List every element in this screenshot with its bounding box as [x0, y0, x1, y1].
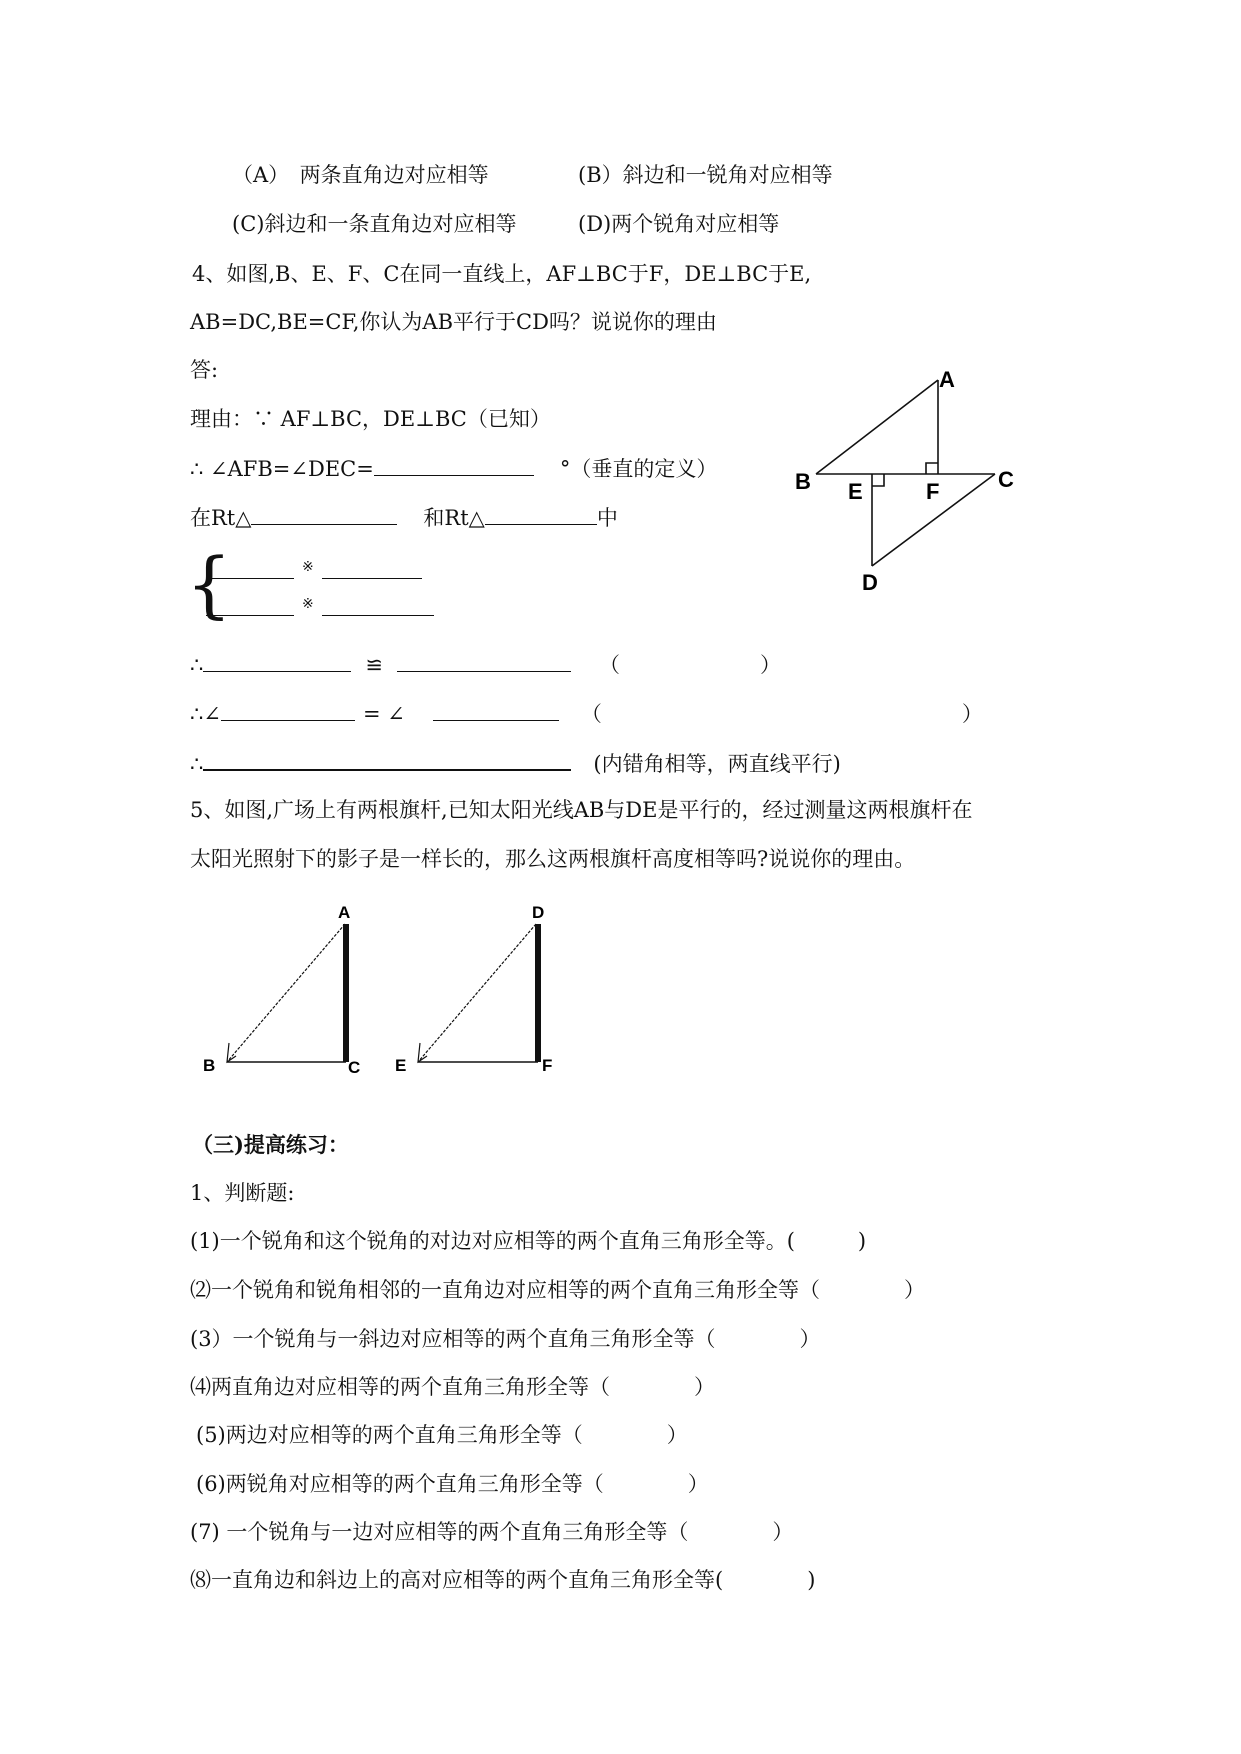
step2-prefix: 在Rt△ [190, 506, 252, 530]
step2-mid: 和Rt△ [423, 506, 485, 530]
option-b: (B）斜边和一锐角对应相等 [578, 163, 833, 187]
q5-line1: 5、如图,广场上有两根旗杆,已知太阳光线AB与DE是平行的，经过测量这两根旗杆在 [190, 798, 973, 822]
option-c: (C)斜边和一条直角边对应相等 [232, 212, 517, 236]
sunray-de [418, 924, 536, 1062]
label-f2: F [542, 1056, 553, 1075]
step4-paren-open: （ [580, 702, 602, 726]
sunray-ab [227, 924, 345, 1062]
judge-item-6: (6)两锐角对应相等的两个直角三角形全等（ ） [196, 1472, 709, 1496]
step5-reason: (内错角相等，两直线平行) [593, 752, 841, 776]
label-c: C [998, 467, 1014, 492]
step4-paren-close: ） [961, 702, 983, 726]
step1-prefix: ∴ ∠AFB=∠DEC= [190, 457, 374, 481]
label-c2: C [348, 1058, 361, 1077]
label-e2: E [395, 1056, 407, 1075]
judge-item-4: ⑷两直角边对应相等的两个直角三角形全等（ ） [190, 1375, 715, 1399]
answer-label: 答: [190, 358, 219, 382]
label-d2: D [532, 903, 545, 922]
judge-item-5: (5)两边对应相等的两个直角三角形全等（ ） [196, 1423, 688, 1447]
label-a2: A [338, 903, 351, 922]
cong-symbol: ≌ [365, 653, 383, 677]
q5-line2: 太阳光照射下的影子是一样长的，那么这两根旗杆高度相等吗?说说你的理由。 [190, 847, 916, 871]
option-a: （A） 两条直角边对应相等 [232, 163, 489, 187]
reason-line: 理由：∵ AF⊥BC，DE⊥BC（已知） [190, 407, 551, 431]
step1-suffix: °（垂直的定义） [559, 457, 718, 481]
step4-prefix: ∴∠ [190, 702, 221, 726]
step3-prefix: ∴ [190, 653, 204, 677]
judge-item-2: ⑵一个锐角和锐角相邻的一直角边对应相等的两个直角三角形全等（ ） [190, 1278, 925, 1302]
option-d: (D)两个锐角对应相等 [578, 212, 780, 236]
q4-line2: AB=DC,BE=CF,你认为AB平行于CD吗？说说你的理由 [190, 310, 717, 334]
judge-item-1: (1)一个锐角和这个锐角的对边对应相等的两个直角三角形全等。( ) [190, 1229, 867, 1253]
step4-eq: = ∠ [362, 702, 405, 726]
judge-item-3: (3）一个锐角与一斜边对应相等的两个直角三角形全等（ ） [190, 1327, 821, 1351]
judge-item-8: ⑻一直角边和斜边上的高对应相等的两个直角三角形全等( ) [190, 1568, 816, 1592]
judge-title: 1、判断题: [190, 1181, 295, 1205]
label-e: E [848, 479, 863, 504]
step3-paren-close: ） [759, 653, 781, 677]
step3-paren-open: （ [598, 653, 620, 677]
q4-line1: 4、如图,B、E、F、C在同一直线上，AF⊥BC于F，DE⊥BC于E, [192, 262, 812, 286]
label-b: B [795, 469, 811, 494]
step5-prefix: ∴ [190, 752, 204, 776]
label-b2: B [203, 1056, 216, 1075]
label-a: A [939, 367, 955, 392]
brace-mark-1: ※ [302, 559, 314, 575]
judge-item-7: (7) 一个锐角与一边对应相等的两个直角三角形全等（ ） [190, 1520, 794, 1544]
section3-title: （三)提高练习： [192, 1132, 349, 1157]
label-f: F [926, 479, 940, 504]
left-brace: { [186, 542, 232, 626]
brace-mark-2: ※ [302, 596, 314, 612]
step2-suffix: 中 [596, 506, 618, 530]
label-d: D [862, 570, 878, 595]
